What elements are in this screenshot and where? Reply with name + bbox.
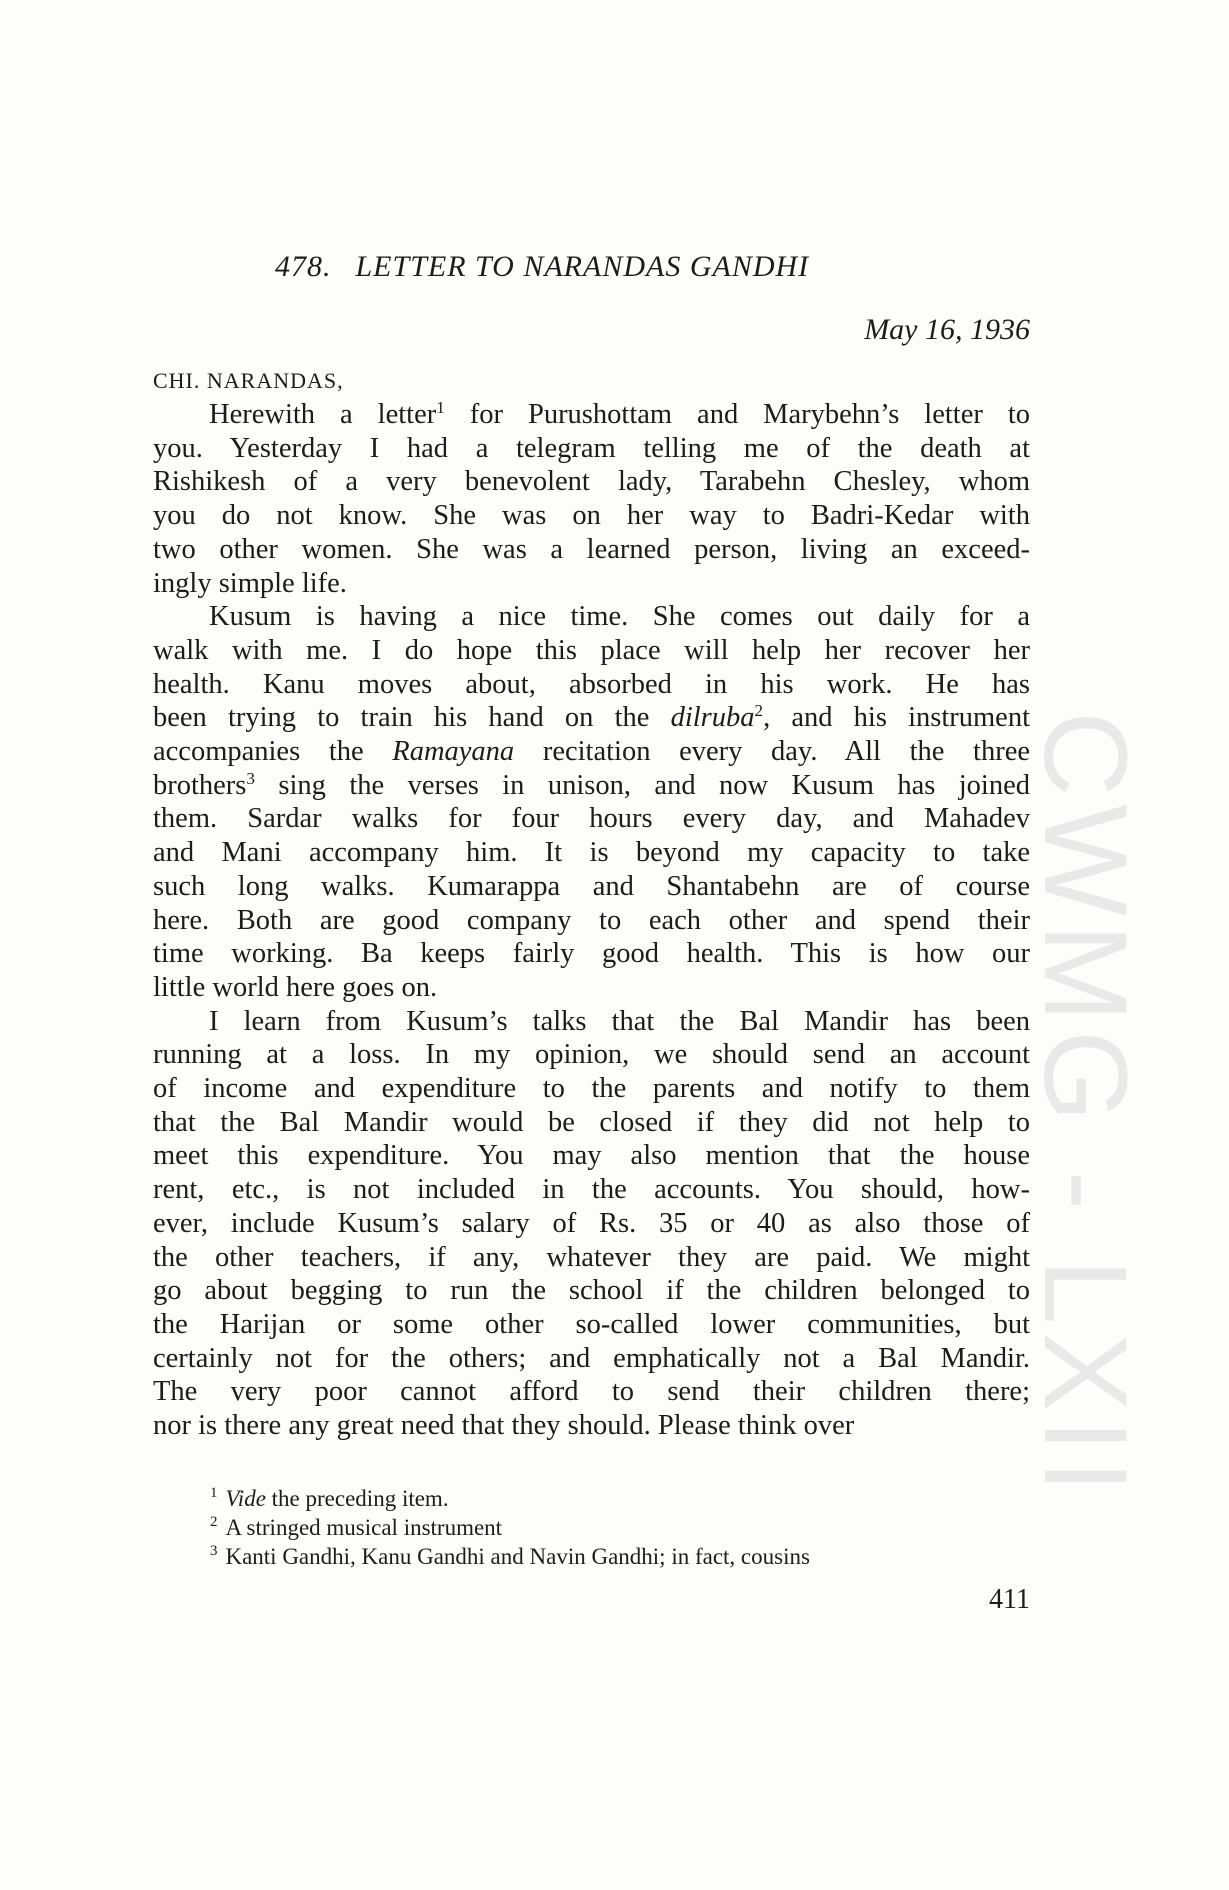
italic-term: Vide [225,1486,266,1511]
text-line: little world here goes on. [153,971,438,1003]
text-line: time working. Ba keeps fairly good health. This is how our [153,938,1030,970]
title-text: LETTER TO NARANDAS GANDHI [355,250,810,283]
text-line: such long walks. Kumarappa and Shantabehn are of course [153,870,1030,902]
text-line: you. Yesterday I had a telegram telling me of the death at [153,432,1030,464]
text-line: ingly simple life. [153,567,347,599]
text-line: The very poor cannot afford to send their children there; [153,1376,1030,1408]
salutation: CHI. NARANDAS, [153,368,344,393]
footnote-number: 1 [210,1485,218,1502]
footnote-marker: 3 [246,768,255,788]
text-line: here. Both are good company to each other and spend their [153,904,1030,936]
text-line: and Mani accompany him. It is beyond my capacity to take [153,837,1030,869]
text-line: rent, etc., is not included in the accounts. You should, how- [153,1174,1030,1206]
text-line: health. Kanu moves about, absorbed in his work. He has [153,668,1030,700]
text-line: I learn from Kusum’s talks that the Bal Mandir has been [209,1005,1030,1037]
footnote: $^2$ A stringed musical instrument [210,1514,503,1540]
text-line: two other women. She was a learned person, living an exceed- [153,533,1030,565]
text-line: meet this expenditure. You may also mention that the house [153,1140,1030,1172]
paragraph [153,1005,1030,1443]
italic-term: Ramayana [392,736,515,768]
page-number: 411 [989,1584,1030,1615]
footnote-marker: 1 [436,397,445,417]
text-line: of income and expenditure to the parents and notify to them [153,1073,1030,1105]
footnote-marker: 2 [754,701,764,721]
text-line: certainly not for the others; and emphatically not a Bal Mandir. [153,1342,1030,1374]
footnote: $^3$ Kanti Gandhi, Kanu Gandhi and Navin Gandhi; in fact, cousins [210,1543,810,1569]
letter-body [153,398,1030,1443]
paragraph [153,600,1030,1004]
paragraph [153,398,1030,600]
text-line: ever, include Kusum’s salary of Rs. 35 or 40 as also those of [153,1207,1030,1239]
text-line: been trying to train his hand on the dilruba$^2$, and his instrument [153,701,1030,734]
watermark: CWMG - LXII [1019,711,1151,1501]
text-line: the other teachers, if any, whatever they are paid. We might [153,1241,1030,1273]
letter-date: May 16, 1936 [864,313,1030,346]
text-line: accompanies the Ramayana recitation every day. All the three [153,736,1031,768]
text-line: go about begging to run the school if the children belonged to [153,1275,1030,1307]
letter-title [275,250,809,284]
footnotes [210,1484,810,1571]
text-line: that the Bal Mandir would be closed if they did not help to [153,1106,1030,1138]
text-line: running at a loss. In my opinion, we should send an account [153,1039,1030,1071]
text-line: walk with me. I do hope this place will help her recover her [153,634,1030,666]
text-line: you do not know. She was on her way to Badri-Kedar with [153,500,1030,532]
text-line: them. Sardar walks for four hours every day, and Mahadev [153,803,1030,835]
title-number: 478. [275,250,332,283]
text-line: the Harijan or some other so-called lower communities, but [153,1308,1030,1340]
text-line: brothers$^3$ sing the verses in unison, and now Kusum has joined [153,768,1030,801]
footnote: $^1$ Vide the preceding item. [210,1485,449,1511]
footnote-number: 3 [210,1543,218,1560]
text-line: Herewith a letter$^1$ for Purushottam and Marybehn’s letter to [209,397,1031,430]
text-line: nor is there any great need that they should. Please think over [153,1410,855,1442]
text-line: Rishikesh of a very benevolent lady, Tarabehn Chesley, whom [153,466,1030,498]
footnote-number: 2 [210,1514,218,1531]
italic-term: dilruba [670,702,755,734]
text-line: Kusum is having a nice time. She comes out daily for a [209,601,1030,633]
